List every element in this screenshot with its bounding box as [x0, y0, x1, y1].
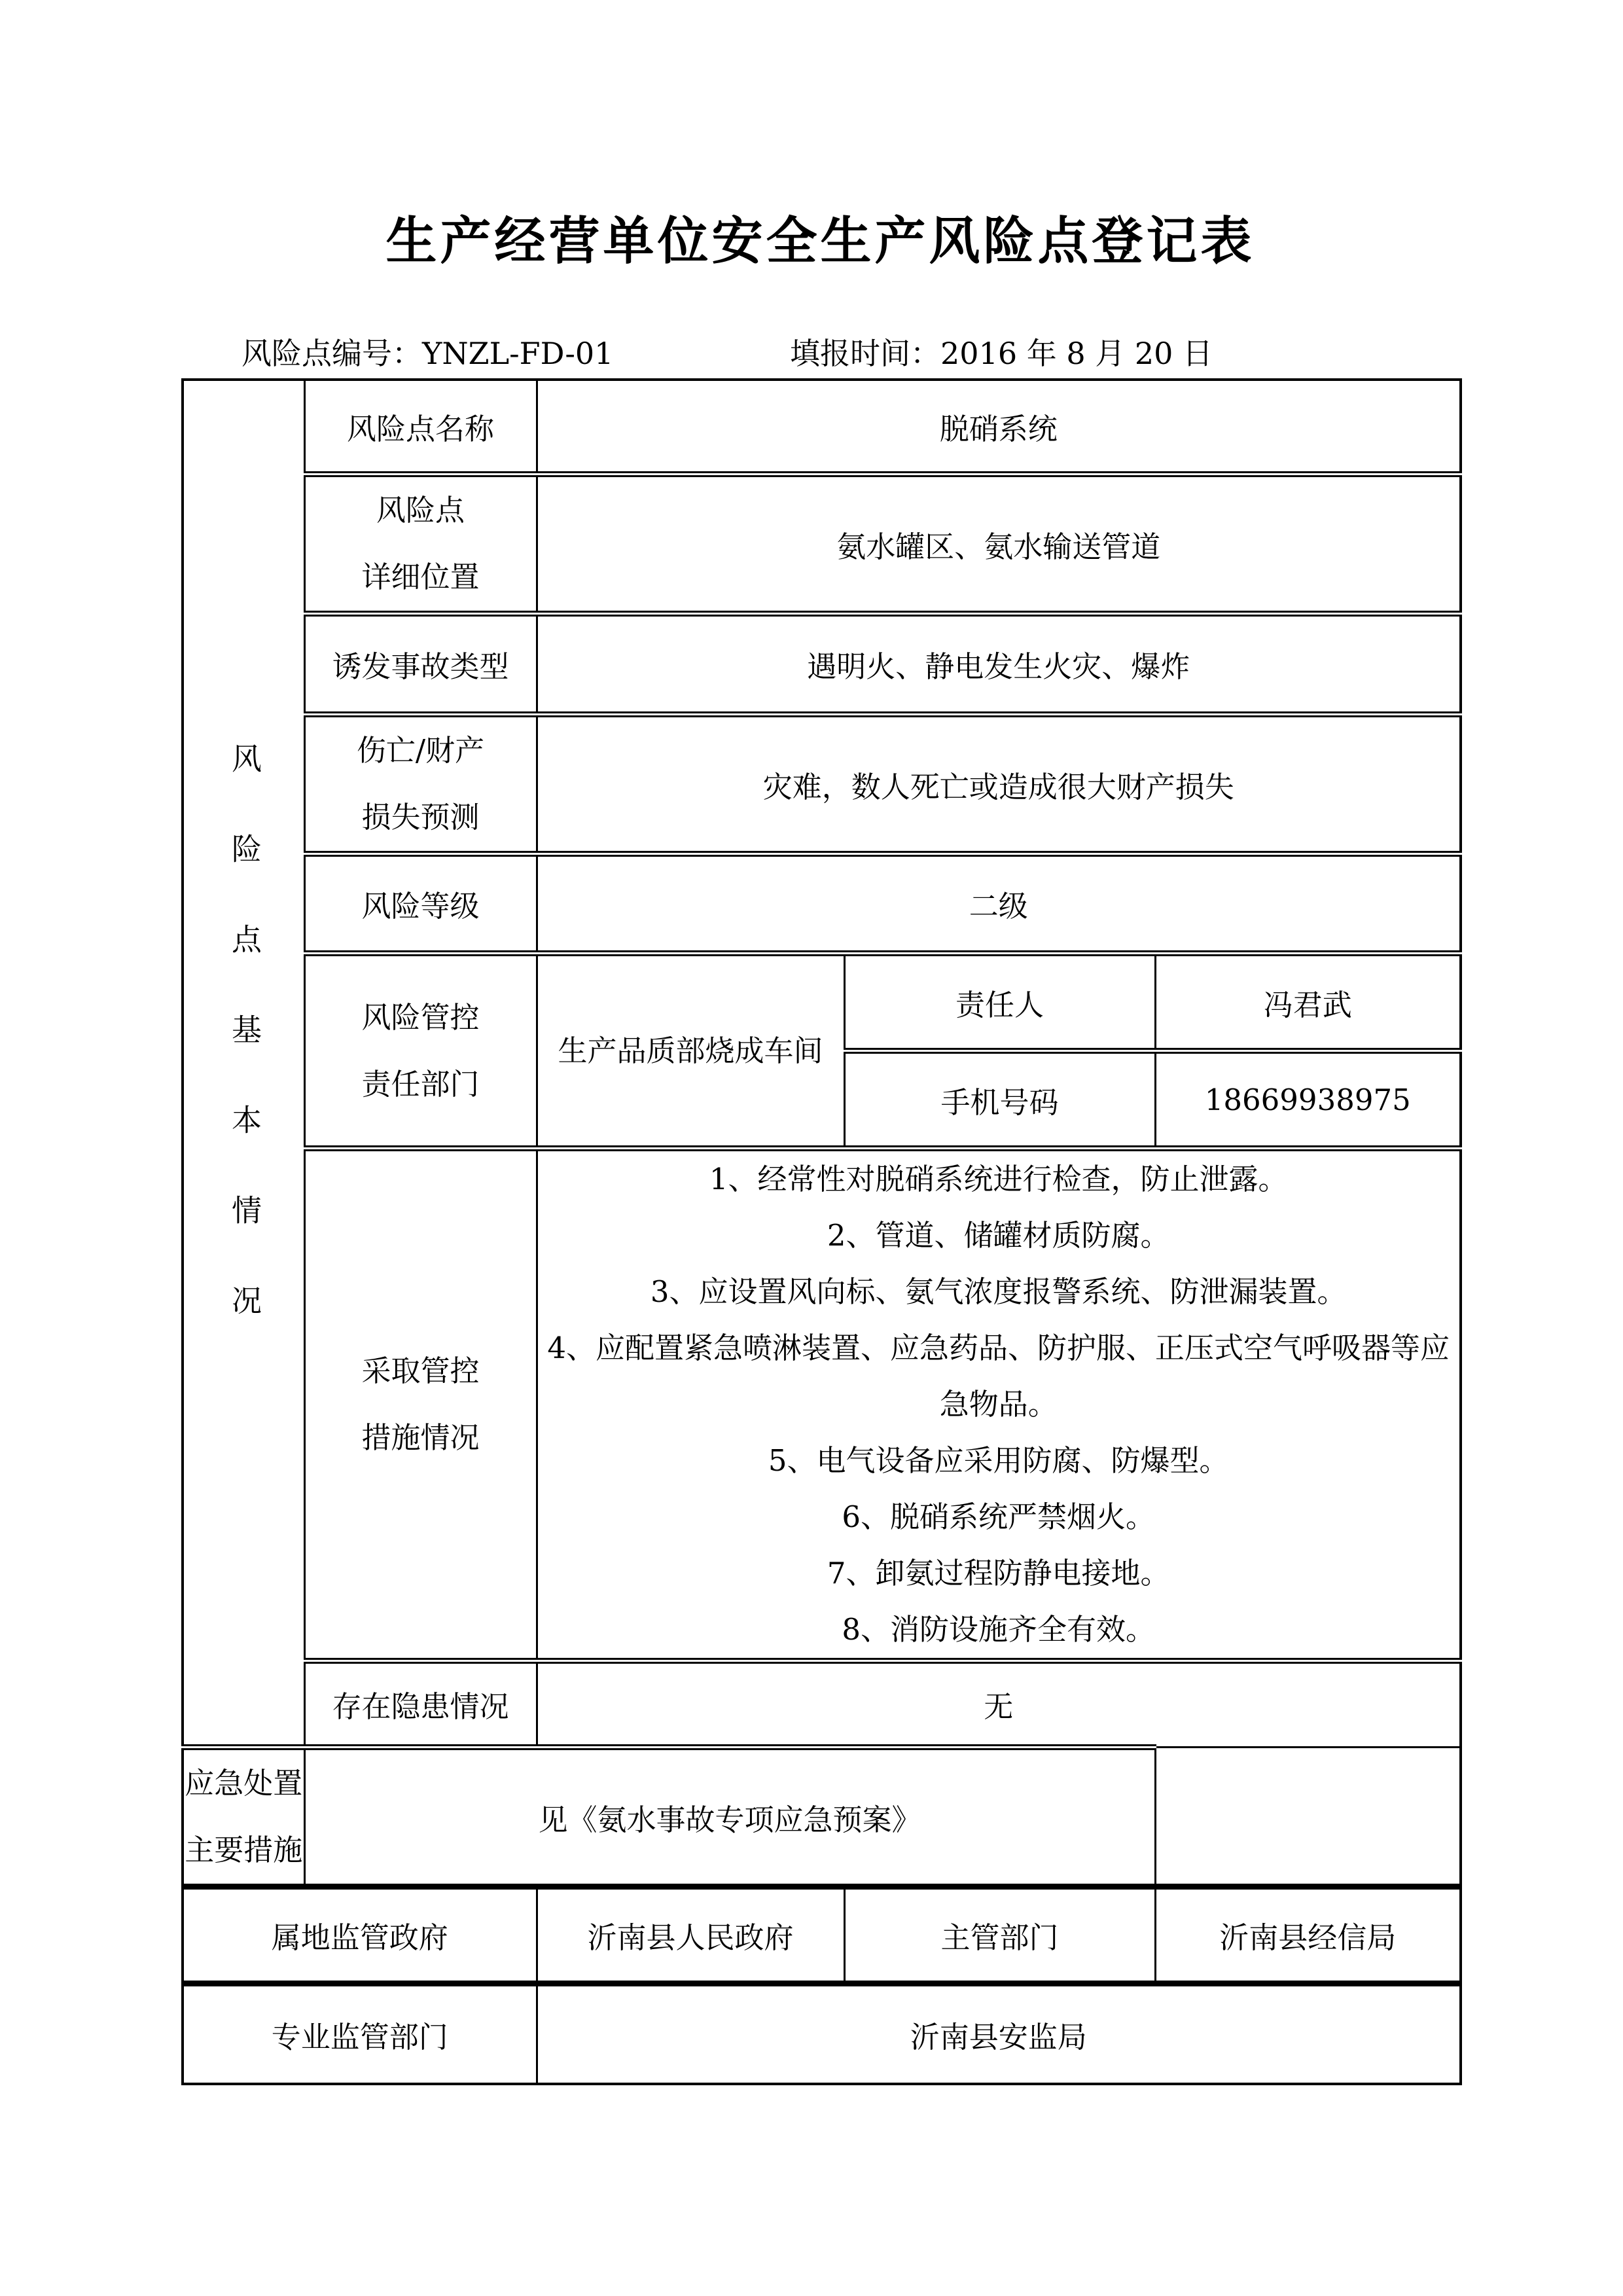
loss-forecast-label — [304, 715, 537, 854]
emergency-label-line2: 主要措施 — [185, 1833, 303, 1867]
loss-forecast-label-line2: 损失预测 — [361, 800, 480, 834]
professional-dept-value: 沂南县安监局 — [537, 1984, 1461, 2085]
risk-level-label: 风险等级 — [304, 854, 537, 954]
measures-label — [304, 1149, 537, 1661]
risk-number-value: YNZL-FD-01 — [422, 336, 614, 371]
risk-registration-table — [181, 378, 1462, 2085]
accident-type-label: 诱发事故类型 — [304, 614, 537, 715]
measures-label-line2: 措施情况 — [361, 1420, 480, 1455]
competent-dept-value: 沂南县经信局 — [1155, 1887, 1461, 1984]
section-label: 风险点基本情况 — [227, 743, 262, 1375]
phone-value: 18669938975 — [1155, 1051, 1461, 1149]
competent-dept-label: 主管部门 — [844, 1887, 1155, 1984]
hazards-label: 存在隐患情况 — [304, 1661, 537, 1748]
row-accident-type — [183, 614, 1461, 715]
risk-location-value: 氨水罐区、氨水输送管道 — [537, 475, 1461, 614]
meta-row — [181, 330, 1459, 373]
measure-item-4: 4、应配置紧急喷淋装置、应急药品、防护服、正压式空气呼吸器等应急物品。 — [547, 1331, 1450, 1422]
hazards-value: 无 — [537, 1661, 1461, 1748]
page-title: 生产经营单位安全生产风险点登记表 — [385, 211, 1255, 271]
measures-value — [537, 1149, 1461, 1661]
risk-level-value: 二级 — [537, 854, 1461, 954]
measure-item-6: 6、脱硝系统严禁烟火。 — [842, 1499, 1156, 1534]
row-emergency — [183, 1748, 1461, 1887]
professional-dept-label: 专业监管部门 — [183, 1984, 537, 2085]
emergency-label — [183, 1748, 304, 1887]
measure-item-2: 2、管道、储罐材质防腐。 — [827, 1218, 1170, 1253]
risk-location-label-line1: 风险点 — [376, 493, 465, 528]
row-professional-dept — [183, 1984, 1461, 2085]
accident-type-value: 遇明火、静电发生火灾、爆炸 — [537, 614, 1461, 715]
measure-item-7: 7、卸氨过程防静电接地。 — [827, 1556, 1170, 1590]
row-territory-gov — [183, 1887, 1461, 1984]
territory-gov-value: 沂南县人民政府 — [537, 1887, 844, 1984]
control-dept-value: 生产品质部烧成车间 — [537, 954, 844, 1149]
row-risk-level — [183, 854, 1461, 954]
risk-name-label: 风险点名称 — [304, 380, 537, 475]
loss-forecast-label-line1: 伤亡/财产 — [356, 733, 485, 768]
row-control-dept — [183, 954, 1461, 1051]
territory-gov-label: 属地监管政府 — [183, 1887, 537, 1984]
responsible-person-label: 责任人 — [844, 954, 1155, 1051]
responsible-person-value: 冯君武 — [1155, 954, 1461, 1051]
fill-date-label: 填报时间： — [790, 336, 941, 371]
measure-item-3: 3、应设置风向标、氨气浓度报警系统、防泄漏装置。 — [650, 1274, 1347, 1309]
loss-forecast-value: 灾难，数人死亡或造成很大财产损失 — [537, 715, 1461, 854]
risk-number-label: 风险点编号： — [241, 336, 422, 371]
phone-label: 手机号码 — [844, 1051, 1155, 1149]
control-dept-label-line2: 责任部门 — [361, 1066, 480, 1102]
measures-label-line1: 采取管控 — [361, 1354, 480, 1388]
measure-item-5: 5、电气设备应采用防腐、防爆型。 — [768, 1443, 1229, 1478]
fill-date-value: 2016 年 8 月 20 日 — [940, 336, 1213, 371]
control-dept-label — [304, 954, 537, 1149]
risk-name-value: 脱硝系统 — [537, 380, 1461, 475]
emergency-label-line1: 应急处置 — [185, 1766, 303, 1801]
measure-item-8: 8、消防设施齐全有效。 — [842, 1612, 1156, 1647]
row-hazards — [183, 1661, 1461, 1748]
row-risk-location — [183, 475, 1461, 614]
risk-location-label-line2: 详细位置 — [361, 560, 480, 594]
section-label-cell — [183, 380, 304, 1748]
row-measures — [183, 1149, 1461, 1661]
measure-item-1: 1、经常性对脱硝系统进行检查，防止泄露。 — [709, 1162, 1288, 1196]
row-loss-forecast — [183, 715, 1461, 854]
row-risk-name — [183, 380, 1461, 475]
risk-location-label — [304, 475, 537, 614]
emergency-value: 见《氨水事故专项应急预案》 — [304, 1748, 1155, 1887]
control-dept-label-line1: 风险管控 — [361, 999, 480, 1035]
